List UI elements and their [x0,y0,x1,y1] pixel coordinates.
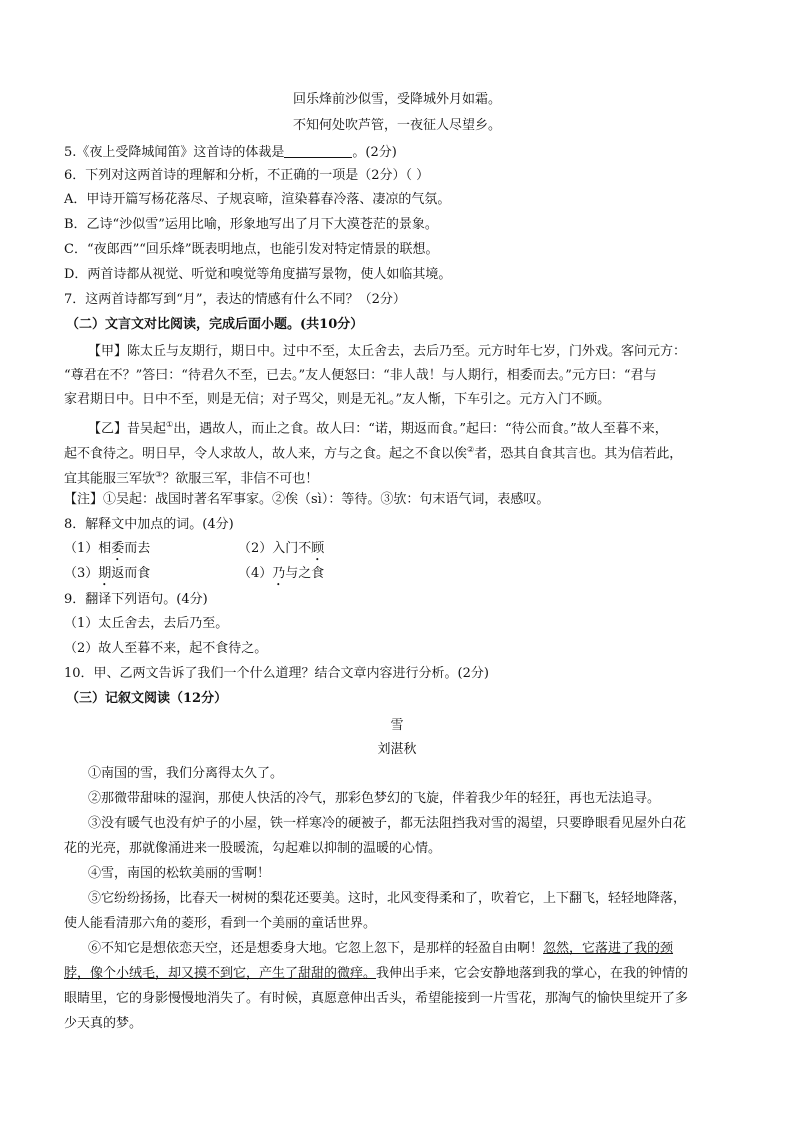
poem-line-1: 回乐烽前沙似雪，受降城外月如霜。 [292,92,501,107]
answer-blank[interactable] [284,143,352,158]
question-8-item-4: （4）乃与之食 [238,566,325,581]
paragraph-5-line-2: 使人能看清那六角的菱形，看到一个美丽的童话世界。 [64,916,377,931]
question-9-stem: 9．翻译下列语句。(4分) [64,592,208,607]
passage-yi-line-1: 【乙】昔吴起①出，遇故人，而止之食。故人曰：“诺，期返而食。”起曰：“待公而食。”故人至暮不来， [88,420,668,437]
question-9-sentence-1: （1）太丘舍去，去后乃至。 [64,616,229,631]
passage-jia-line-2: “尊君在不？”答曰：“待君久不至，已去。”友人便怒曰：“非人哉！与人期行，相委而去。”元方曰：“君与 [64,368,657,383]
paragraph-3-line-1: ③没有暖气也没有炉子的小屋，铁一样寒冷的硬被子，都无法阻挡我对雪的渴望，只要睁眼看见屋外白花 [88,816,687,831]
dotted-word: 乃 [272,566,286,581]
question-8-stem: 8．解释文中加点的词。(4分) [64,517,234,532]
story-author: 刘湛秋 [377,742,417,757]
passage-yi-line-3: 宜其能服三军欤③？欲服三军，非信不可也！ [64,470,319,487]
underlined-sentence: 忽然，它落进了我的颈 [543,941,674,956]
paragraph-6-line-1: ⑥不知它是想依恋天空，还是想委身大地。它忽上忽下，是那样的轻盈自由啊！忽然，它落进了我的颈 [88,941,674,956]
question-10: 10．甲、乙两文告诉了我们一个什么道理？结合文章内容进行分析。(2分) [64,666,489,681]
passage-jia-line-1: 【甲】陈太丘与友期行，期日中。过中不至，太丘舍去，去后乃至。元方时年七岁，门外戏。客问元方： [88,344,687,359]
question-9-sentence-2: （2）故人至暮不来，起不食待之。 [64,641,268,656]
underlined-sentence: 脖，像个小绒毛，却又摸不到它，产生了甜甜的微痒。 [64,966,377,981]
section-3-title: （三）记叙文阅读（12分） [66,691,228,706]
question-6-option-d: D．两首诗都从视觉、听觉和嗅觉等角度描写景物，使人如临其境。 [64,267,452,282]
paragraph-3-line-2: 花的光亮，那就像涌进来一股暖流，勾起难以抑制的温暖的心情。 [64,841,442,856]
question-5: 5.《夜上受降城闻笛》这首诗的体裁是 。(2分) [64,145,397,160]
dotted-word: 期 [98,566,112,581]
story-title: 雪 [390,718,404,733]
question-7: 7．这两首诗都写到“月”，表达的情感有什么不同？（2分） [64,292,406,307]
question-8-item-1: （1）相委而去 [64,541,151,556]
poem-line-2: 不知何处吹芦管，一夜征人尽望乡。 [292,118,501,133]
passage-yi-line-2: 起不食待之。明日早，令人求故人，故人来，方与之食。起之不食以俟②者，恐其自食其言也。其为信若此， [64,445,683,462]
paragraph-6-line-3: 眼睛里，它的身影慢慢地消失了。有时候，真愿意伸出舌头，希望能接到一片雪花，那淘气的愉快里绽开了多 [64,991,689,1006]
question-6-option-c: C．“夜郎西”“回乐烽”既表明地点，也能引发对特定情景的联想。 [64,242,439,257]
question-8-item-2: （2）入门不顾 [238,541,325,556]
dotted-word: 顾 [311,541,325,556]
paragraph-6-line-2: 脖，像个小绒毛，却又摸不到它，产生了甜甜的微痒。我伸出手来，它会安静地落到我的掌心，在我的钟情的 [64,966,689,981]
dotted-word: 委 [111,541,125,556]
paragraph-6-line-4: 少天真的梦。 [64,1016,143,1031]
question-6-option-a: A．甲诗开篇写杨花落尽、子规哀啼，渲染暮春冷落、凄凉的气氛。 [64,192,451,207]
paragraph-2: ②那微带甜味的湿润，那使人快活的冷气，那彩色梦幻的飞旋，伴着我少年的轻狂，再也无法追寻。 [88,791,661,806]
paragraph-5-line-1: ⑤它纷纷扬扬，比春天一树树的梨花还要美。这时，北风变得柔和了，吹着它，上下翻飞，轻轻地降落， [88,891,687,906]
question-8-item-3: （3）期返而食 [64,566,151,581]
paragraph-1: ①南国的雪，我们分离得太久了。 [88,766,284,781]
section-2-title: （二）文言文对比阅读，完成后面小题。(共10分） [66,317,364,332]
annotation-note: 【注】①吴起：战国时著名军事家。②俟（sì）：等待。③欤：句末语气词，表感叹。 [64,492,550,507]
passage-jia-line-3: 家君期日中。日中不至，则是无信；对子骂父，则是无礼。”友人惭，下车引之。元方入门不顾。 [64,392,611,407]
question-6-stem: 6．下列对这两首诗的理解和分析，不正确的一项是（2分）（ ） [64,168,430,183]
question-6-option-b: B．乙诗“沙似雪”运用比喻，形象地写出了月下大漠苍茫的景象。 [64,217,438,232]
paragraph-4: ④雪，南国的松软美丽的雪啊！ [88,866,271,881]
